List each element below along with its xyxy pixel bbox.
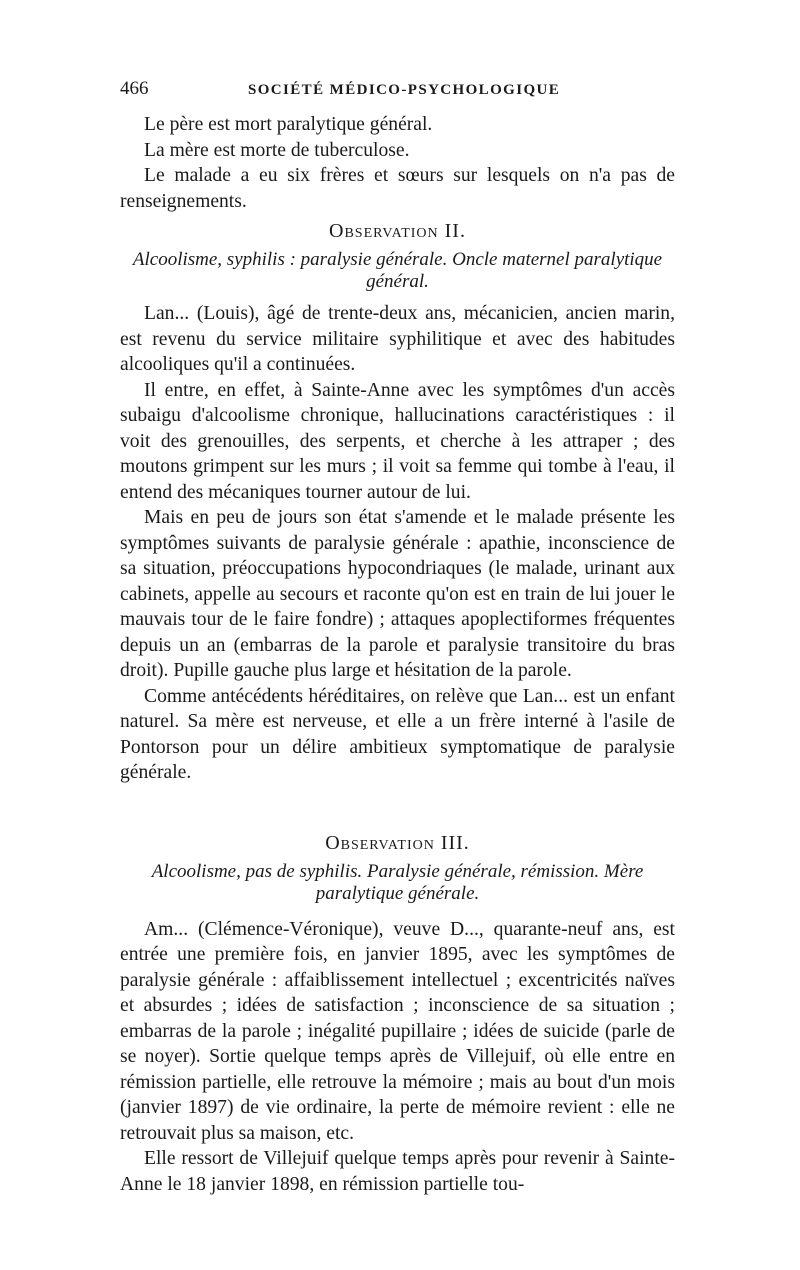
- observation-2-paragraph: Mais en peu de jours son état s'amende et le malade présente les symptômes suivants de paralysie générale : apathie, inconscience de sa situation, préoccupations hypocondriaques (le malade, urinant aux cabinets, appelle au secours et raconte qu'on est en train de lui jouer le mauvais tour de le faire fondre) ; attaques apoplectiformes fréquentes depuis un an (embarras de la parole et paralysie transitoire du bras droit). Pupille gauche plus large et hésitation de la parole.: [120, 507, 675, 681]
- page-number: 466: [120, 78, 149, 99]
- observation-2-subtitle: Alcoolisme, syphilis : paralysie générale. Oncle maternel paralytique général.: [132, 249, 663, 292]
- journal-title: SOCIÉTÉ MÉDICO-PSYCHOLOGIQUE: [248, 82, 561, 98]
- observation-3-subtitle: Alcoolisme, pas de syphilis. Paralysie générale, rémission. Mère paralytique générale.: [151, 860, 644, 904]
- observation-2-paragraph: Il entre, en effet, à Sainte-Anne avec les symptômes d'un accès subaigu d'alcoolisme chronique, hallucinations caractéristiques : il voit des grenouilles, des serpents, et cherche à les attraper ; des moutons grimpent sur les murs ; il voit sa femme qui tombe à l'eau, il entend des mécaniques tourner autour de lui.: [120, 379, 675, 503]
- intro-line: Le père est mort paralytique général.: [144, 114, 433, 135]
- running-head: [120, 78, 675, 112]
- observation-2-title: Observation II.: [329, 220, 466, 242]
- intro-line: Le malade a eu six frères et sœurs sur lesquels on n'a pas de renseignements.: [120, 165, 675, 212]
- observation-3-title: Observation III.: [325, 831, 470, 854]
- intro-line: La mère est morte de tuberculose.: [144, 139, 410, 161]
- book-page: [120, 78, 675, 1197]
- observation-2-paragraph: Comme antécédents héréditaires, on relève que Lan... est un enfant naturel. Sa mère est nerveuse, et elle a un frère interné à l'asile de Pontorson pour un délire ambitieux symptomatique de paralysie générale.: [120, 685, 675, 783]
- observation-3-paragraph: Am... (Clémence-Véronique), veuve D..., quarante-neuf ans, est entrée une première fois, en janvier 1895, avec les symptômes de paralysie générale : affaiblissement intellectuel ; excentricités naïves et absurdes ; idées de satisfaction ; inconscience de sa situation ; embarras de la parole ; inégalité pupillaire ; idées de suicide (parle de se noyer). Sortie quelque temps après de Villejuif, où elle entre en rémission partielle, elle retrouve la mémoire ; mais au bout d'un mois (janvier 1897) de vie ordinaire, la perte de mémoire revient : elle ne retrouvait plus sa maison, etc.: [120, 918, 675, 1144]
- observation-3-paragraph: Elle ressort de Villejuif quelque temps après pour revenir à Sainte-Anne le 18 janvier 1898, en rémission partielle tou-: [120, 1148, 675, 1195]
- observation-2-paragraph: Lan... (Louis), âgé de trente-deux ans, mécanicien, ancien marin, est revenu du service militaire syphilitique et avec des habitudes alcooliques qu'il a continuées.: [120, 303, 675, 375]
